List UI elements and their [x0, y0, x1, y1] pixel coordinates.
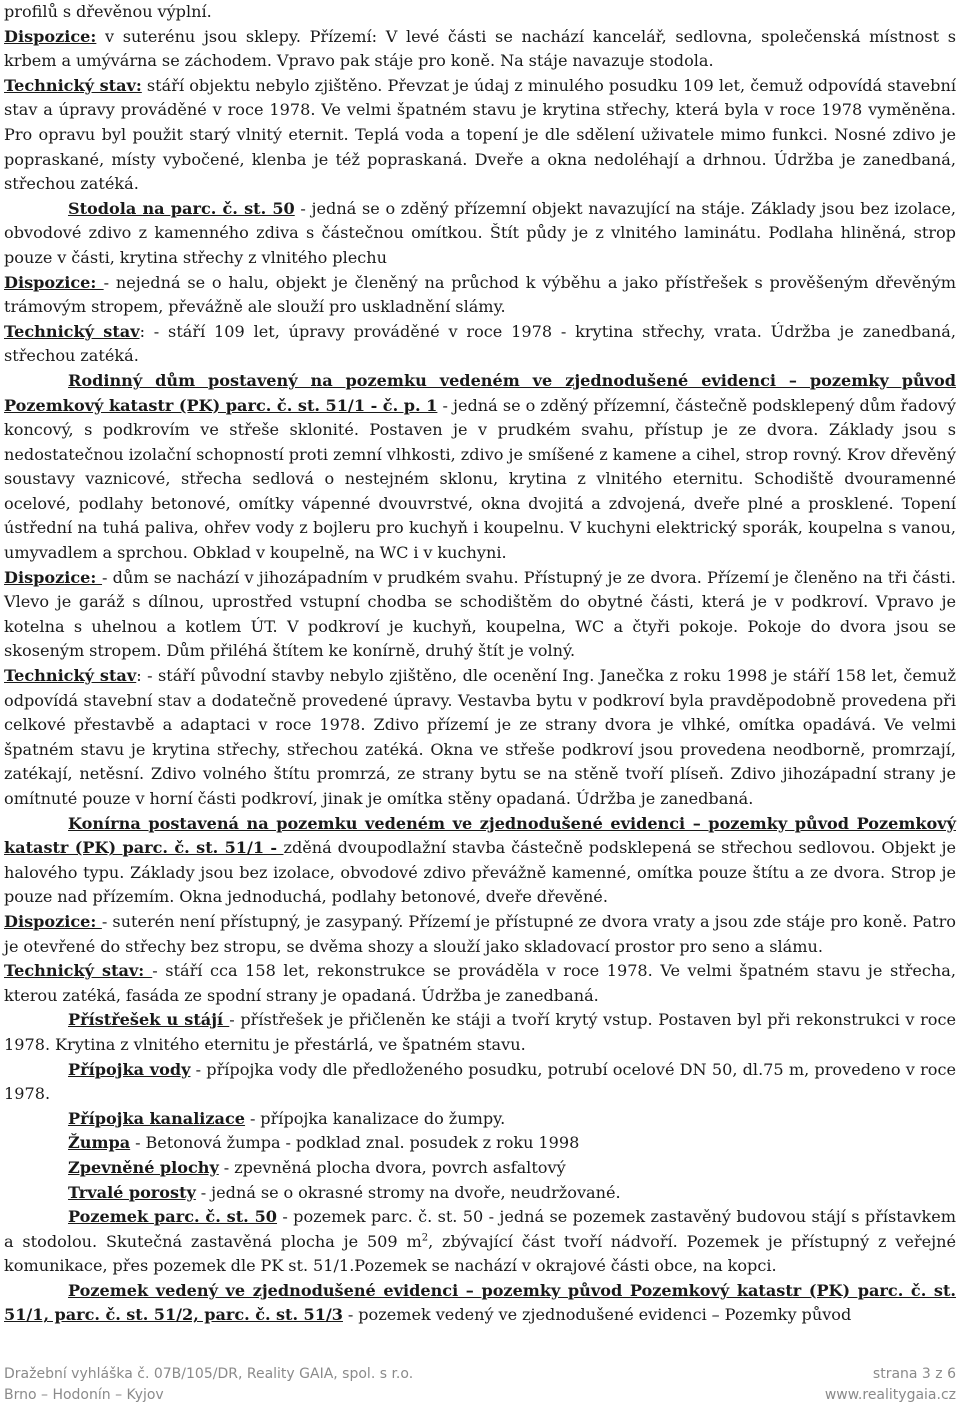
paragraph: [4, 271, 956, 320]
paragraph: [4, 1107, 956, 1132]
footer-document-reference: Dražební vyhláška č. 07B/105/DR, Reality GAIA, spol. s r.o.: [4, 1366, 414, 1382]
paragraph-text: - stáří cca 158 let, rekonstrukce se prováděla v roce 1978. Ve velmi špatném stavu je střecha, kterou zatéká, fasáda ze spodní strany je opadaná. Údržba je zanedbaná.: [4, 961, 956, 1005]
paragraph-text: - pozemek parc. č. st. 50 - jedná se pozemek zastavěný budovou stájí s přístavkem a stodolou. Skutečná zastavěná plocha je 509 m: [4, 1207, 956, 1251]
section-heading: Technický stav: [4, 321, 140, 341]
section-heading: Dispozice:: [4, 911, 102, 931]
footer-row-1: [4, 1364, 956, 1385]
paragraph: [4, 1156, 956, 1181]
paragraph: [4, 812, 956, 910]
section-heading: Dispozice:: [4, 567, 103, 587]
paragraph-text: - nejedná se o halu, objekt je členěný na průchod k výběhu a jako přístřešek s prověšeným dřevěným trámovým stropem, převážně ale slouží pro uskladnění slámy.: [4, 272, 956, 317]
paragraph-text: - přístřešek je přičleněn ke stáji a tvoří krytý vstup. Postaven byl při rekonstrukci v roce 1978. Krytina z vlnitého eternitu je přestárlá, ve špatném stavu.: [4, 1010, 956, 1054]
paragraph: [4, 320, 956, 369]
section-heading: Technický stav:: [4, 961, 153, 981]
paragraph-text: - pozemek vedený ve zjednodušené evidenci – Pozemky původ: [342, 1305, 852, 1325]
section-heading: Stodola na parc. č. st. 50: [68, 198, 295, 218]
footer-page-number: strana 3 z 6: [872, 1366, 956, 1382]
section-heading: Pozemek parc. č. st. 50: [68, 1207, 278, 1227]
section-heading: Konírna postavená na pozemku vedeném ve zjednodušené evidenci – pozemky původ Pozemkový katastr (PK) parc. č. st. 51/1 -: [4, 813, 956, 858]
paragraph-text: - Betonová žumpa - podklad znal. posudek z roku 1998: [130, 1133, 580, 1153]
section-heading: Rodinný dům postavený na pozemku vedeném ve zjednodušené evidenci – pozemky původ Pozemkový katastr (PK) parc. č. st. 51/1 - č. p. 1: [4, 370, 956, 415]
paragraph: [4, 369, 956, 566]
paragraph: [4, 1008, 956, 1057]
section-heading: Technický stav:: [4, 75, 142, 95]
paragraph-text: - zpevněná plocha dvora, povrch asfaltový: [218, 1157, 566, 1177]
paragraph-text: - přípojka kanalizace do žumpy.: [245, 1108, 506, 1128]
paragraph-text: , zbývající část tvoří nádvoří. Pozemek je přístupný z veřejné komunikace, přes pozemek dle PK st. 51/1.Pozemek se nachází v okrajové části obce, na kopci.: [4, 1231, 956, 1276]
paragraph: [4, 1131, 956, 1156]
paragraph-text: - suterén není přístupný, je zasypaný. Přízemí je přístupné ze dvora vraty a jsou zde stáje pro koně. Patro je otevřené do střechy bez stropu, se dvěma shozy a slouží jako skladovací prostor pro seno a slámu.: [4, 911, 956, 956]
paragraph: [4, 74, 956, 197]
footer-row-2: [4, 1385, 956, 1406]
paragraph: [4, 959, 956, 1008]
paragraph-text: - jedná se o zděný přízemní, částečně podsklepený dům řadový koncový, s podkrovím ve střeše sklonité. Postaven je v prudkém svahu, přístup je ze dvora. Základy jsou s nedostatečnou izolační schopností proti zemní vlhkosti, zdivo je smíšené z kamene a cihel, strop rovný. Krov dřevěný soustavy vaznicové, střecha sedlová o nestejném sklonu, krytina z vlnitého eternitu. Schodiště dvouramenné ocelové, podlahy betonové, omítky vápenné dvouvrstvé, okna dvojitá a zdvojená, dveře plné a prosklené. Topení ústřední na tuhá paliva, ohřev vody z bojleru pro kuchyň i koupelnu. V kuchyni elektrický sporák, koupelna s vanou, umyvadlem a sprchou. Obklad v koupelně, na WC i v kuchyni.: [4, 395, 956, 563]
paragraph-text: profilů s dřevěnou výplní.: [4, 2, 212, 21]
paragraph: [4, 1181, 956, 1206]
paragraph: [4, 0, 956, 25]
paragraph-text: : - stáří 109 let, úpravy prováděné v roce 1978 - krytina střechy, vrata. Údržba je zanedbaná, střechou zatéká.: [4, 321, 956, 366]
paragraph: [4, 197, 956, 271]
section-heading: Dispozice:: [4, 272, 104, 292]
paragraph: [4, 664, 956, 812]
page-footer: [4, 1364, 956, 1406]
paragraph: [4, 910, 956, 959]
paragraph-text: 2: [421, 1232, 429, 1244]
section-heading: Pozemek vedený ve zjednodušené evidenci – pozemky původ Pozemkový katastr (PK) parc. č. st. 51/1, parc. č. st. 51/2, parc. č. st. 51/3: [4, 1280, 956, 1325]
paragraph-text: - jedná se o okrasné stromy na dvoře, neudržované.: [195, 1182, 621, 1202]
paragraph: [4, 566, 956, 664]
footer-locations: Brno – Hodonín – Kyjov: [4, 1387, 164, 1403]
footer-website: www.realitygaia.cz: [824, 1387, 956, 1403]
paragraph: [4, 1279, 956, 1328]
paragraph-text: : - stáří původní stavby nebylo zjištěno, dle ocenění Ing. Janečka z roku 1998 je stáří 158 let, čemuž odpovídá stavební stav a dodatečně provedené úpravy. Vestavba bytu v podkroví byla pravděpodobně provedena při celkové přestavbě a adaptaci v roce 1978. Zdivo přízemí je ze strany dvora je vlhké, omítka opadává. Ve velmi špatném stavu je krytina střechy, střechou zatéká. Okna ve střeše podkroví jsou provedena neodborně, promrzají, zatékají, netěsní. Zdivo volného štítu promrzá, ze strany bytu se na stěně tvoří plíseň. Zdivo jihozápadní strany je omítnuté pouze v horní části podkroví, jinak je omítka stěny opadaná. Údržba je zanedbaná.: [4, 666, 957, 808]
paragraph-text: - dům se nachází v jihozápadním v prudkém svahu. Přístupný je ze dvora. Přízemí je členěno na tři části. Vlevo je garáž s dílnou, uprostřed vstupní chodba se schodištěm do obytné části, která je v podkroví. Vpravo je kotelna s uhelnou a kotlem ÚT. V podkroví je kuchyň, koupelna, WC a čtyři pokoje. Pokoje do dvora jsou se skoseným stropem. Dům přiléhá štítem ke konírně, druhý štít je volný.: [4, 567, 956, 661]
section-heading: Přípojka vody: [68, 1059, 191, 1079]
document-body: [4, 0, 956, 1328]
paragraph-text: stáří objektu nebylo zjištěno. Převzat je údaj z minulého posudku 109 let, čemuž odpovídá stavební stav a úpravy prováděné v roce 1978. Ve velmi špatném stavu je krytina střechy, která byla v roce 1978 vyměněna. Pro opravu byl použit starý vlnitý eternit. Teplá voda a topení je dle sdělení uživatele mimo funkci. Nosné zdivo je popraskané, místy vybočené, klenba je též popraskaná. Dveře a okna nedoléhají a drhnou. Údržba je zanedbaná, střechou zatéká.: [4, 75, 956, 194]
paragraph-text: zděná dvoupodlažní stavba částečně podsklepená se střechou sedlovou. Objekt je halového typu. Základy jsou bez izolace, obvodové zdivo převážně kamenné, omítka pouze štítu a ze dvora. Strop je pouze nad přízemím. Okna jednoduchá, podlahy betonové, dveře dřevěné.: [4, 838, 956, 907]
section-heading: Technický stav: [4, 666, 137, 686]
paragraph: [4, 25, 956, 74]
paragraph-text: - přípojka vody dle předloženého posudku, potrubí ocelové DN 50, dl.75 m, provedeno v roce 1978.: [4, 1059, 957, 1104]
section-heading: Přístřešek u stájí: [68, 1010, 230, 1030]
section-heading: Dispozice:: [4, 26, 97, 46]
section-heading: Žumpa: [68, 1133, 131, 1153]
paragraph-text: v suterénu jsou sklepy. Přízemí: V levé části se nachází kancelář, sedlovna, společenská místnost s krbem a umývárna se záchodem. Vpravo pak stáje pro koně. Na stáje navazuje stodola.: [4, 26, 956, 71]
paragraph: [4, 1205, 956, 1279]
paragraph-text: - jedná se o zděný přízemní objekt navazující na stáje. Základy jsou bez izolace, obvodové zdivo z kamenného zdiva s částečnou omítkou. Štít půdy je z vlnitého laminátu. Podlaha hliněná, strop pouze v části, krytina střechy z vlnitého plechu: [4, 198, 956, 267]
section-heading: Přípojka kanalizace: [68, 1108, 246, 1128]
section-heading: Zpevněné plochy: [68, 1157, 219, 1177]
paragraph: [4, 1058, 956, 1107]
section-heading: Trvalé porosty: [68, 1182, 196, 1202]
